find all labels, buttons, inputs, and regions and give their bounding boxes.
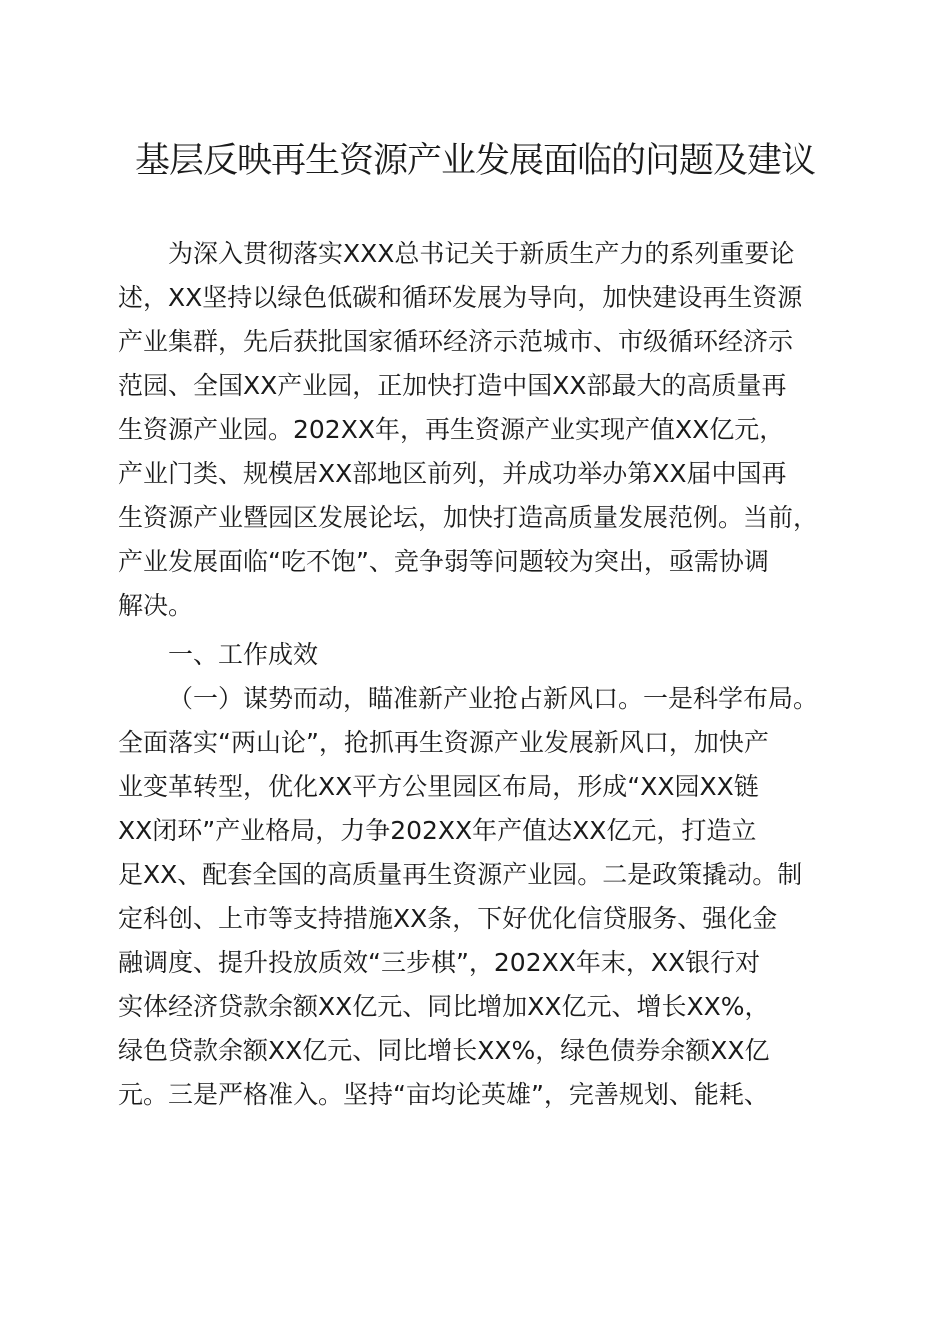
paragraph-line: 产业集群，先后获批国家循环经济示范城市、市级循环经济示 bbox=[118, 327, 794, 356]
paragraph-line: 生资源产业园。202XX年，再生资源产业实现产值XX亿元， bbox=[118, 415, 785, 444]
section-heading: 一、工作成效 bbox=[168, 640, 319, 669]
paragraph-line: 足XX、配套全国的高质量再生资源产业园。二是政策撬动。制 bbox=[118, 860, 803, 889]
paragraph-line: 绿色贷款余额XX亿元、同比增长XX%，绿色债券余额XX亿 bbox=[118, 1036, 770, 1065]
paragraph-line: 全面落实“两山论”，抢抓再生资源产业发展新风口，加快产 bbox=[118, 728, 769, 757]
paragraph-line: 产业门类、规模居XX部地区前列，并成功举办第XX届中国再 bbox=[118, 459, 787, 488]
paragraph-line: （一）谋势而动，瞄准新产业抢占新风口。一是科学布局。 bbox=[168, 684, 819, 713]
paragraph-line: 范园、全国XX产业园，正加快打造中国XX部最大的高质量再 bbox=[118, 371, 787, 400]
paragraph-line: 定科创、上市等支持措施XX条，下好优化信贷服务、强化金 bbox=[118, 904, 778, 933]
paragraph-line: 为深入贯彻落实XXX总书记关于新质生产力的系列重要论 bbox=[168, 239, 795, 268]
paragraph-line: 解决。 bbox=[118, 591, 194, 620]
paragraph-line: 业变革转型，优化XX平方公里园区布局，形成“XX园XX链 bbox=[118, 772, 759, 801]
paragraph-line: 述，XX坚持以绿色低碳和循环发展为导向，加快建设再生资源 bbox=[118, 283, 803, 312]
paragraph-line: XX闭环”产业格局，力争202XX年产值达XX亿元，打造立 bbox=[118, 816, 757, 845]
paragraph-line: 融调度、提升投放质效“三步棋”，202XX年末，XX银行对 bbox=[118, 948, 761, 977]
paragraph-line: 实体经济贷款余额XX亿元、同比增加XX亿元、增长XX%， bbox=[118, 992, 770, 1021]
paragraph-line: 产业发展面临“吃不饱”、竞争弱等问题较为突出，亟需协调 bbox=[118, 547, 769, 576]
document-title: 基层反映再生资源产业发展面临的问题及建议 bbox=[134, 141, 815, 181]
paragraph-line: 生资源产业暨园区发展论坛，加快打造高质量发展范例。当前， bbox=[118, 503, 819, 532]
paragraph-line: 元。三是严格准入。坚持“亩均论英雄”，完善规划、能耗、 bbox=[118, 1080, 769, 1109]
